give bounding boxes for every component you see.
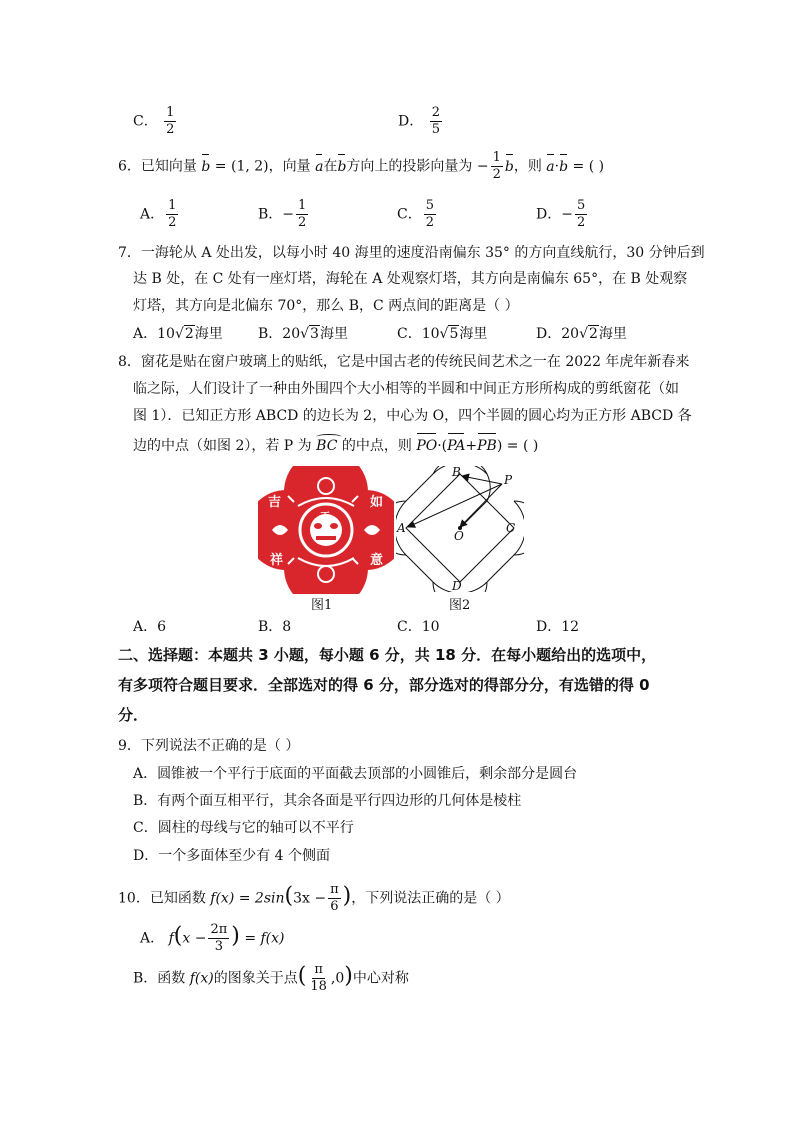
- geometry-figure: [396, 466, 524, 592]
- q10-option-a: A． f(x − $\frac{2\pi}{3}$ ) = f(x): [140, 922, 285, 954]
- question-6-stem: 6．已知向量 b = (1, 2)，向量 a在b方向上的投影向量为 − $\frac{1}{2}$ b，则 a·b = ( ): [118, 150, 605, 182]
- q6-option-c: C． $\frac{5}{2}$: [397, 198, 434, 230]
- paper-cut-char-xiang: 祥: [270, 553, 284, 568]
- q7-option-d: D．20√2海里: [536, 326, 627, 342]
- question-7-line-2: 达 B 处，在 C 处有一座灯塔，海轮在 A 处观察灯塔，其方向是南偏东 65°，在 B 处观察: [133, 271, 688, 287]
- question-8-line-4: 边的中点（如图 2），若 P 为 BC 的中点，则 PO·(PA+PB) = ( ): [133, 436, 538, 456]
- paper-cut-char-ru: 如: [370, 495, 384, 510]
- semicircle-cd: [487, 501, 524, 582]
- paper-cut-figure: [258, 466, 394, 594]
- vector-po: [460, 484, 502, 527]
- section-2-heading-line-1: 二、选择题：本题共 3 小题，每小题 6 分，共 18 分．在每小题给出的选项中，: [118, 646, 657, 664]
- vector-pa: [408, 484, 502, 527]
- paper-cut-char-yi: 意: [370, 553, 384, 568]
- q8-option-c: C．10: [397, 619, 440, 635]
- figure-1-caption: 图1: [311, 598, 333, 613]
- label-o: O: [454, 529, 464, 543]
- prev-option-d: D． $\frac{2}{5}$: [398, 105, 440, 137]
- q8-option-d: D．12: [536, 619, 580, 635]
- q9-option-b: B．有两个面互相平行，其余各面是平行四边形的几何体是棱柱: [133, 793, 522, 809]
- question-8-line-2: 临之际，人们设计了一种由外围四个大小相等的半圆和中间正方形所构成的剪纸窗花（如: [133, 381, 679, 397]
- q6-option-a: A． $\frac{1}{2}$: [140, 198, 177, 230]
- q7-option-a: A．10√2海里: [133, 326, 223, 342]
- question-7-line-3: 灯塔，其方向是北偏东 70°，那么 B，C 两点间的距离是（ ）: [133, 298, 519, 314]
- q8-option-b: B．8: [258, 619, 292, 635]
- q6-option-d: D．− $\frac{5}{2}$: [536, 198, 586, 230]
- prev-option-c: C． $\frac{1}{2}$: [133, 105, 175, 137]
- q7-option-b: B．20√3海里: [258, 326, 348, 342]
- label-d: D: [452, 579, 462, 592]
- question-10-stem: 10．已知函数 f(x) = 2sin(3x − $\frac{\pi}{6}$ )，下列说法正确的是（ ）: [118, 882, 510, 914]
- label-c: C: [506, 521, 516, 535]
- vector-pb: [462, 476, 502, 484]
- semicircle-ab: [396, 474, 433, 555]
- q9-option-a: A．圆锥被一个平行于底面的平面截去顶部的小圆锥后，剩余部分是圆台: [133, 766, 578, 782]
- q8-option-a: A．6: [133, 619, 167, 635]
- q7-option-c: C．10√5海里: [397, 326, 488, 342]
- section-2-heading-line-3: 分．: [118, 706, 149, 724]
- q6-option-b: B．− $\frac{1}{2}$: [258, 198, 307, 230]
- question-9-stem: 9．下列说法不正确的是（ ）: [118, 738, 300, 754]
- q9-option-c: C．圆柱的母线与它的轴可以不平行: [133, 820, 354, 836]
- label-b: B: [452, 466, 461, 479]
- q10-option-b: B．函数 f(x)的图象关于点( $\frac{\pi}{18}$ ,0)中心对称: [133, 962, 409, 994]
- paper-cut-char-ji: 吉: [268, 495, 282, 510]
- paper-cut-char-wang: 王: [320, 512, 330, 523]
- label-p: P: [504, 473, 513, 487]
- question-7-line-1: 7．一海轮从 A 处出发，以每小时 40 海里的速度沿南偏东 35° 的方向直线航行，30 分钟后到: [118, 245, 705, 261]
- section-2-heading-line-2: 有多项符合题目要求．全部选对的得 6 分，部分选对的得部分分，有选错的得 0: [118, 676, 650, 694]
- question-8-line-3: 图 1）．已知正方形 ABCD 的边长为 2，中心为 O，四个半圆的圆心均为正方形 ABCD 各: [133, 408, 692, 424]
- figure-2-caption: 图2: [449, 598, 471, 613]
- label-a: A: [397, 521, 406, 535]
- question-8-line-1: 8．窗花是贴在窗户玻璃上的贴纸，它是中国古老的传统民间艺术之一在 2022 年虎年新春来: [118, 354, 690, 370]
- semicircle-ad: [406, 555, 487, 592]
- q9-option-d: D．一个多面体至少有 4 个侧面: [133, 848, 331, 864]
